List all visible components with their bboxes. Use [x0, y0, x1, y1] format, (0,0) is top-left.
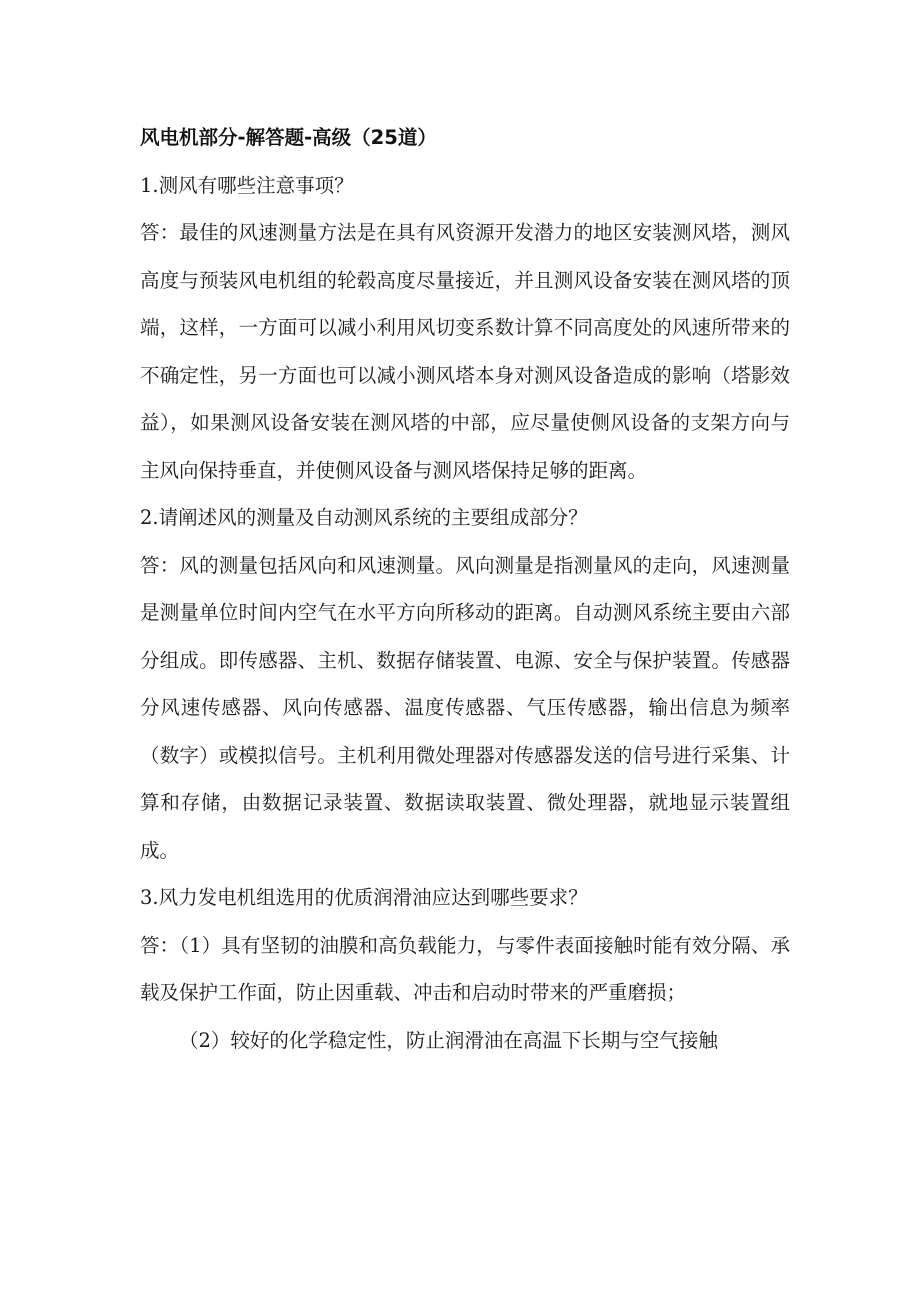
answer-3-continued: （2）较好的化学稳定性，防止润滑油在高温下长期与空气接触	[179, 1028, 718, 1052]
document-title: 风电机部分-解答题-高级（25道）	[140, 126, 437, 149]
question-3: 3.风力发电机组选用的优质润滑油应达到哪些要求？	[140, 886, 588, 909]
answer-2: 答：风的测量包括风向和风速测量。风向测量是指测量风的走向，风速测量是测量单位时间内空气在水平方向所移动的距离。自动测风系统主要由六部分组成。即传感器、主机、数据存储装置、电源、安全与保护装置。传感器分风速传感器、风向传感器、温度传感器、气压传感器，输出信息为频率（数字）或模拟信号。主机利用微处理器对传感器发送的信号进行采集、计算和存储，由数据记录装置、数据读取装置、微处理器，就地显示装置组成。	[140, 553, 790, 862]
question-2: 2.请阐述风的测量及自动测风系统的主要组成部分？	[140, 506, 588, 529]
document-content	[140, 114, 790, 1064]
answer-3: 答：（1）具有坚韧的油膜和高负载能力，与零件表面接触时能有效分隔、承载及保护工作面，防止因重载、冲击和启动时带来的严重磨损；	[140, 933, 790, 1004]
answer-1: 答：最佳的风速测量方法是在具有风资源开发潜力的地区安装测风塔，测风高度与预装风电机组的轮毂高度尽量接近，并且测风设备安装在测风塔的顶端，这样，一方面可以减小利用风切变系数计算不同高度处的风速所带来的不确定性，另一方面也可以减小测风塔本身对测风设备造成的影响（塔影效益），如果测风设备安装在测风塔的中部，应尽量使侧风设备的支架方向与主风向保持垂直，并使侧风设备与测风塔保持足够的距离。	[140, 221, 790, 482]
question-1: 1.测风有哪些注意事项？	[140, 173, 354, 197]
